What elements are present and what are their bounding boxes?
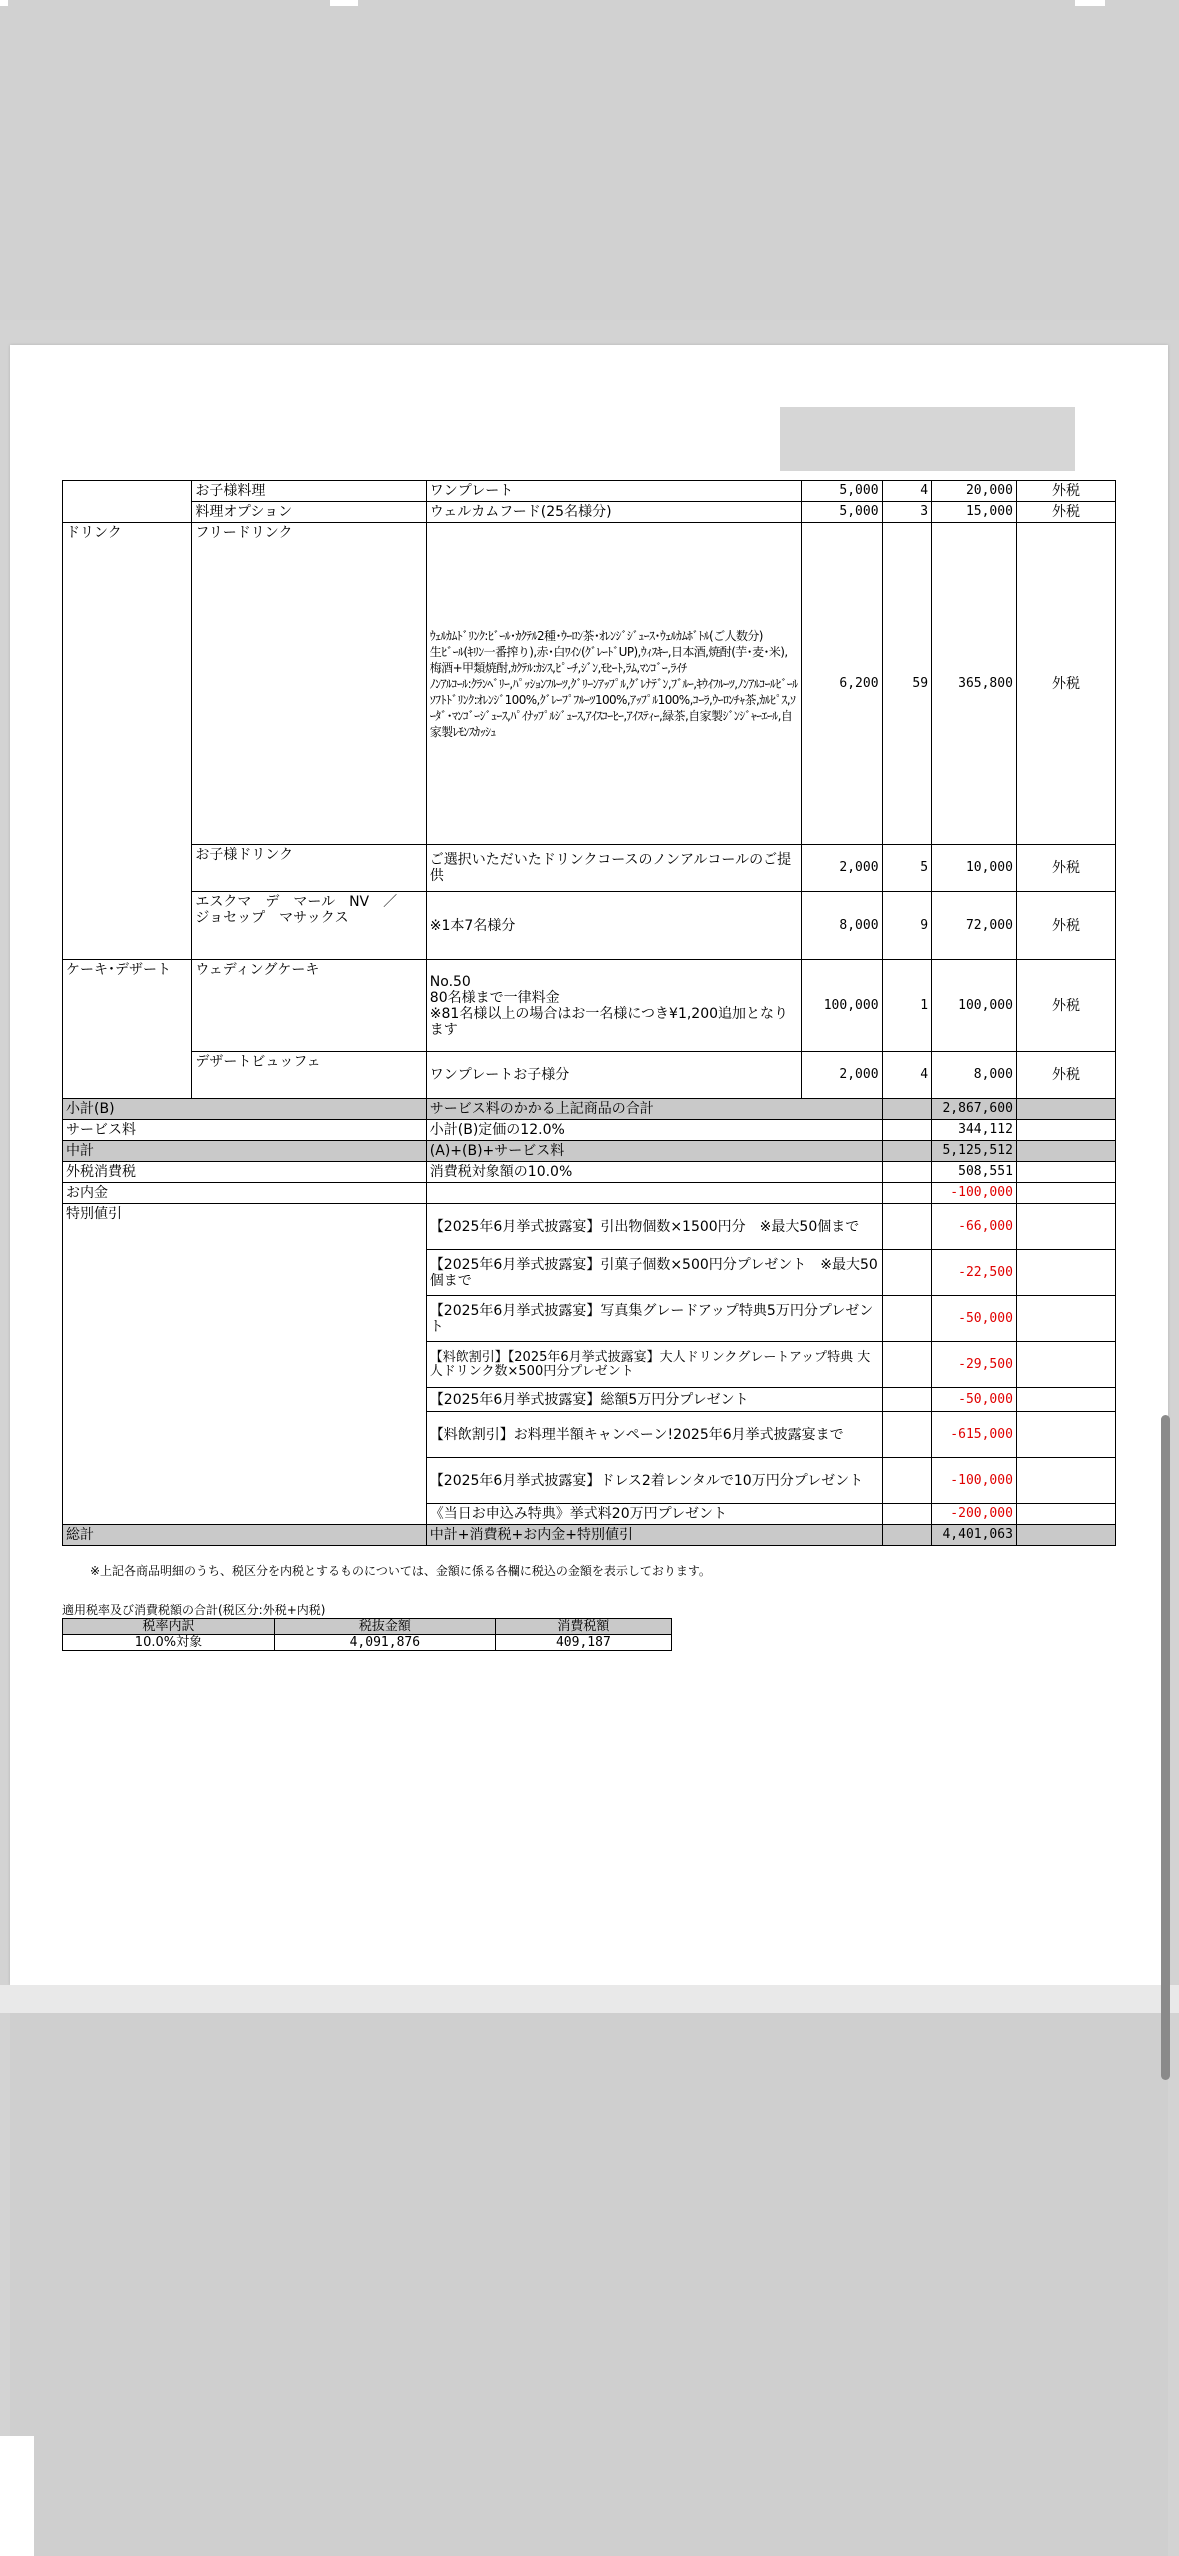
page-edge-mark: [330, 0, 358, 6]
tax-type: 外税: [1016, 523, 1115, 845]
amount: 8,000: [932, 1052, 1017, 1099]
discount-amount: -50,000: [932, 1296, 1017, 1342]
item-desc: ワンプレートお子様分: [426, 1052, 801, 1099]
header-rate: 税率内訳: [63, 1619, 275, 1635]
discount-desc: 【2025年6月挙式披露宴】写真集グレードアップ特典5万円分プレゼント: [426, 1296, 882, 1342]
unit-price: 5,000: [801, 502, 882, 523]
summary-label: 中計: [63, 1141, 427, 1162]
outer-tax-row: [63, 1162, 1116, 1183]
quantity: 5: [882, 845, 932, 892]
page-edge-mark: [0, 0, 8, 6]
rate-cell: 10.0%対象: [63, 1635, 275, 1651]
item-desc: [426, 523, 801, 845]
item-name: エスクマ デ マール NV ／ ジョセップ マサックス: [192, 892, 426, 960]
summary-desc: 中計+消費税+お内金+特別値引: [426, 1525, 882, 1546]
quantity: 1: [882, 960, 932, 1052]
service-row: [63, 1120, 1116, 1141]
category-cell: ケーキ･デザート: [63, 960, 192, 1099]
estimate-table: [62, 480, 1116, 1546]
quantity: 4: [882, 481, 932, 502]
discount-amount: -100,000: [932, 1458, 1017, 1504]
item-name: フリードリンク: [192, 523, 426, 845]
summary-label: 小計(B): [63, 1099, 427, 1120]
table-row: [63, 1619, 672, 1635]
discount-desc: 【2025年6月挙式披露宴】ドレス2着レンタルで10万円分プレゼント: [426, 1458, 882, 1504]
summary-desc: サービス料のかかる上記商品の合計: [426, 1099, 882, 1120]
unit-price: 5,000: [801, 481, 882, 502]
discount-amount: -615,000: [932, 1412, 1017, 1458]
table-row: [63, 481, 1116, 502]
tax-amount-cell: 409,187: [495, 1635, 671, 1651]
table-row: [63, 845, 1116, 892]
item-desc: ご選択いただいたドリンクコースのノンアルコールのご提供: [426, 845, 801, 892]
discount-desc: 【2025年6月挙式披露宴】総額5万円分プレゼント: [426, 1388, 882, 1412]
table-row: [63, 523, 1116, 845]
next-page-area: [10, 2013, 1168, 2556]
discount-amount: -22,500: [932, 1250, 1017, 1296]
amount: 365,800: [932, 523, 1017, 845]
item-desc: ※1本7名様分: [426, 892, 801, 960]
summary-label: サービス料: [63, 1120, 427, 1141]
discount-row: [63, 1204, 1116, 1250]
item-desc: ワンプレート: [426, 481, 801, 502]
discount-amount: -29,500: [932, 1342, 1017, 1388]
unit-price: 2,000: [801, 1052, 882, 1099]
item-name: 料理オプション: [192, 502, 426, 523]
tax-type: 外税: [1016, 845, 1115, 892]
header-tax-amount: 消費税額: [495, 1619, 671, 1635]
summary-desc: [426, 1183, 882, 1204]
table-row: [63, 502, 1116, 523]
item-name: お子様料理: [192, 481, 426, 502]
amount: 100,000: [932, 960, 1017, 1052]
tax-type: 外税: [1016, 502, 1115, 523]
summary-desc: 小計(B)定価の12.0%: [426, 1120, 882, 1141]
redacted-area: [780, 407, 1075, 471]
summary-desc: 消費税対象額の10.0%: [426, 1162, 882, 1183]
tax-type: 外税: [1016, 481, 1115, 502]
table-row: [63, 1052, 1116, 1099]
item-name: お子様ドリンク: [192, 845, 426, 892]
estimate-sheet: [62, 480, 1116, 1651]
table-row: [63, 892, 1116, 960]
discount-desc: 【2025年6月挙式披露宴】引菓子個数×500円分プレゼント ※最大50個まで: [426, 1250, 882, 1296]
category-cell: ドリンク: [63, 523, 192, 960]
summary-amount: -100,000: [932, 1183, 1017, 1204]
unit-price: 6,200: [801, 523, 882, 845]
item-name: ウェディングケーキ: [192, 960, 426, 1052]
quantity: 59: [882, 523, 932, 845]
amount: 72,000: [932, 892, 1017, 960]
discount-desc: 【料飲割引】【2025年6月挙式披露宴】大人ドリンクグレートアップ特典 大人ドリンク数×500円分プレゼント: [426, 1342, 882, 1388]
summary-label: 総計: [63, 1525, 427, 1546]
unit-price: 8,000: [801, 892, 882, 960]
category-cell: [63, 481, 192, 523]
discount-amount: -200,000: [932, 1504, 1017, 1525]
discount-desc: 【2025年6月挙式披露宴】引出物個数×1500円分 ※最大50個まで: [426, 1204, 882, 1250]
summary-label: お内金: [63, 1183, 427, 1204]
discount-amount: -50,000: [932, 1388, 1017, 1412]
tax-summary-title: 適用税率及び消費税額の合計(税区分:外税+内税): [62, 1603, 326, 1617]
summary-amount: 4,401,063: [932, 1525, 1017, 1546]
amount: 20,000: [932, 481, 1017, 502]
discount-amount: -66,000: [932, 1204, 1017, 1250]
deposit-row: [63, 1183, 1116, 1204]
subtotal-row: [63, 1099, 1116, 1120]
scrollbar-thumb[interactable]: [1161, 1415, 1170, 2080]
summary-amount: 2,867,600: [932, 1099, 1017, 1120]
cake-desc-text: No.50 80名様まで一律料金 ※81名様以上の場合はお一名様につき¥1,200追加となります: [429, 973, 789, 1038]
item-name: デザートビュッフェ: [192, 1052, 426, 1099]
table-row: [63, 960, 1116, 1052]
item-desc: ウェルカムフード(25名様分): [426, 502, 801, 523]
page-edge-mark: [1075, 0, 1105, 6]
unit-price: 2,000: [801, 845, 882, 892]
discount-desc: 【料飲割引】お料理半額キャンペーン!2025年6月挙式披露宴まで: [426, 1412, 882, 1458]
summary-amount: 5,125,512: [932, 1141, 1017, 1162]
table-row: [63, 1635, 672, 1651]
document-page: [10, 345, 1168, 1985]
tax-type: 外税: [1016, 1052, 1115, 1099]
summary-amount: 508,551: [932, 1162, 1017, 1183]
quantity: 4: [882, 1052, 932, 1099]
tax-type: 外税: [1016, 960, 1115, 1052]
item-desc: [426, 960, 801, 1052]
summary-label: 外税消費税: [63, 1162, 427, 1183]
quantity: 3: [882, 502, 932, 523]
previous-page-area: [0, 0, 1179, 320]
quantity: 9: [882, 892, 932, 960]
summary-desc: (A)+(B)+サービス料: [426, 1141, 882, 1162]
midtotal-row: [63, 1141, 1116, 1162]
summary-amount: 344,112: [932, 1120, 1017, 1141]
discount-desc: 《当日お申込み特典》挙式料20万円プレゼント: [426, 1504, 882, 1525]
special-discount-label: 特別値引: [63, 1204, 427, 1525]
tax-type: 外税: [1016, 892, 1115, 960]
amount: 10,000: [932, 845, 1017, 892]
unit-price: 100,000: [801, 960, 882, 1052]
drink-menu-text: ｳｪﾙｶﾑﾄﾞﾘﾝｸ:ﾋﾞｰﾙ･ｶｸﾃﾙ2種･ｳｰﾛﾝ茶･ｵﾚﾝｼﾞｼﾞｭｰｽ･ｳｪﾙｶﾑﾎﾞﾄﾙ(ご人数分) 生ﾋﾞｰﾙ(ｷﾘﾝ一番搾り),赤･白ﾜｲﾝ(ｸﾞﾚｰﾄﾞUP),ｳｨｽｷｰ,日本酒,焼酎(芋･麦･米),梅酒+甲類焼酎,ｶｸﾃﾙ:ｶｼｽ,ﾋﾟｰﾁ,ｼﾞﾝ,ﾓﾋｰﾄ,ﾗﾑ,ﾏﾝｺﾞｰ,ﾗｲﾁ ﾉﾝｱﾙｺｰﾙ:ｸﾗﾝﾍﾞﾘｰ,ﾊﾟｯｼｮﾝﾌﾙｰﾂ,ｸﾞﾘｰﾝｱｯﾌﾟﾙ,ｸﾞﾚﾅﾃﾞﾝ,ﾌﾞﾙｰ,ｷｳｲﾌﾙｰﾂ,ﾉﾝｱﾙｺｰﾙﾋﾞｰﾙ ｿﾌﾄﾄﾞﾘﾝｸ:ｵﾚﾝｼﾞ100%,ｸﾞﾚｰﾌﾟﾌﾙｰﾂ100%,ｱｯﾌﾟﾙ100%,ｺｰﾗ,ｳｰﾛﾝﾁｬ茶,ｶﾙﾋﾟｽ,ｿｰﾀﾞ･ﾏﾝｺﾞｰｼﾞｭｰｽ,ﾊﾟｲﾅｯﾌﾟﾙｼﾞｭｰｽ,ｱｲｽｺｰﾋｰ,ｱｲｽﾃｨｰ,緑茶,自家製ｼﾞﾝｼﾞｬｰｴｰﾙ,自家製ﾚﾓﾝｽｶｯｼｭ: [429, 628, 798, 739]
amount: 15,000: [932, 502, 1017, 523]
tax-breakdown-table: [62, 1618, 672, 1651]
page-edge-mark: [0, 2436, 34, 2556]
tax-note: ※上記各商品明細のうち、税区分を内税とするものについては、金額に係る各欄に税込の金額を表示しております。: [90, 1564, 711, 1578]
total-row: [63, 1525, 1116, 1546]
page-gap: [0, 1985, 1179, 2013]
excl-amount-cell: 4,091,876: [274, 1635, 495, 1651]
header-excl-amount: 税抜金額: [274, 1619, 495, 1635]
